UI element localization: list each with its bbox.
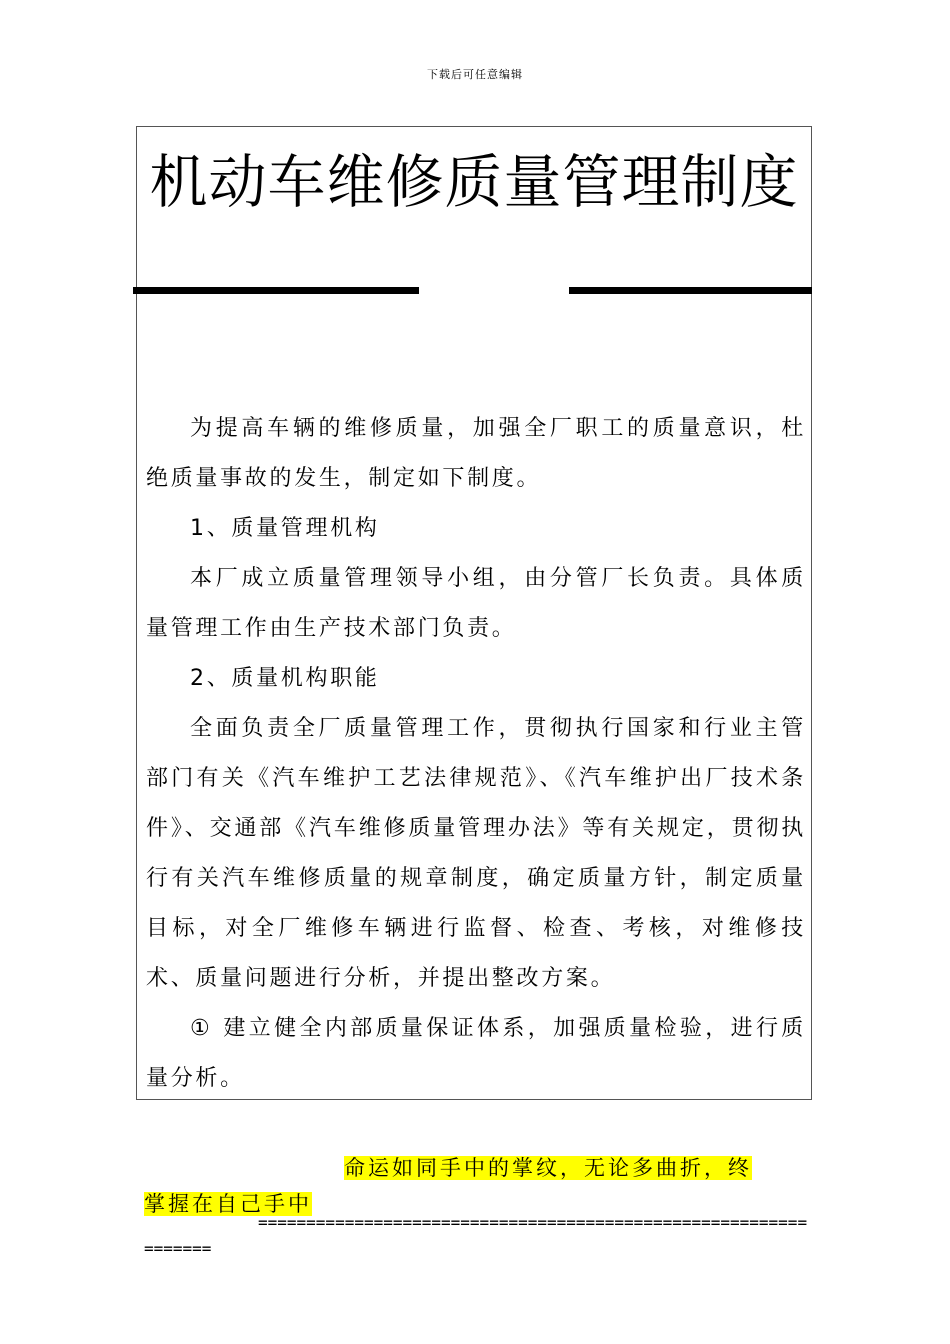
separator-line [144, 1210, 810, 1262]
section-heading-2: 2、质量机构职能 [190, 666, 380, 691]
paragraph-intro: 为提高车辆的维修质量，加强全厂职工的质量意识，杜绝质量事故的发生，制定如下制度。 [146, 416, 806, 491]
quote-line-1: 命运如同手中的掌纹，无论多曲折，终 [344, 1156, 752, 1180]
paragraph-section-1: 本厂成立质量管理领导小组，由分管厂长负责。具体质量管理工作由生产技术部门负责。 [146, 566, 806, 641]
document-body [146, 404, 806, 1104]
section-heading-1: 1、质量管理机构 [190, 516, 380, 541]
title-rule-left [133, 287, 419, 294]
quote-line-2: 掌握在自己手中 [144, 1192, 312, 1216]
title-rule-right [569, 287, 812, 294]
header-note: 下载后可任意编辑 [427, 68, 523, 81]
paragraph-item-1: ① 建立健全内部质量保证体系，加强质量检验，进行质量分析。 [146, 1016, 806, 1091]
separator-text: ================================================================ [144, 1213, 808, 1258]
paragraph-section-2: 全面负责全厂质量管理工作，贯彻执行国家和行业主管部门有关《汽车维护工艺法律规范》、《汽车维护出厂技术条件》、交通部《汽车维修质量管理办法》等有关规定，贯彻执行有关汽车维修质量的规章制度，确定质量方针，制定质量目标，对全厂维修车辆进行监督、检查、考核，对维修技术、质量问题进行分析，并提出整改方案。 [146, 716, 806, 991]
document-title: 机动车维修质量管理制度 [149, 148, 799, 216]
